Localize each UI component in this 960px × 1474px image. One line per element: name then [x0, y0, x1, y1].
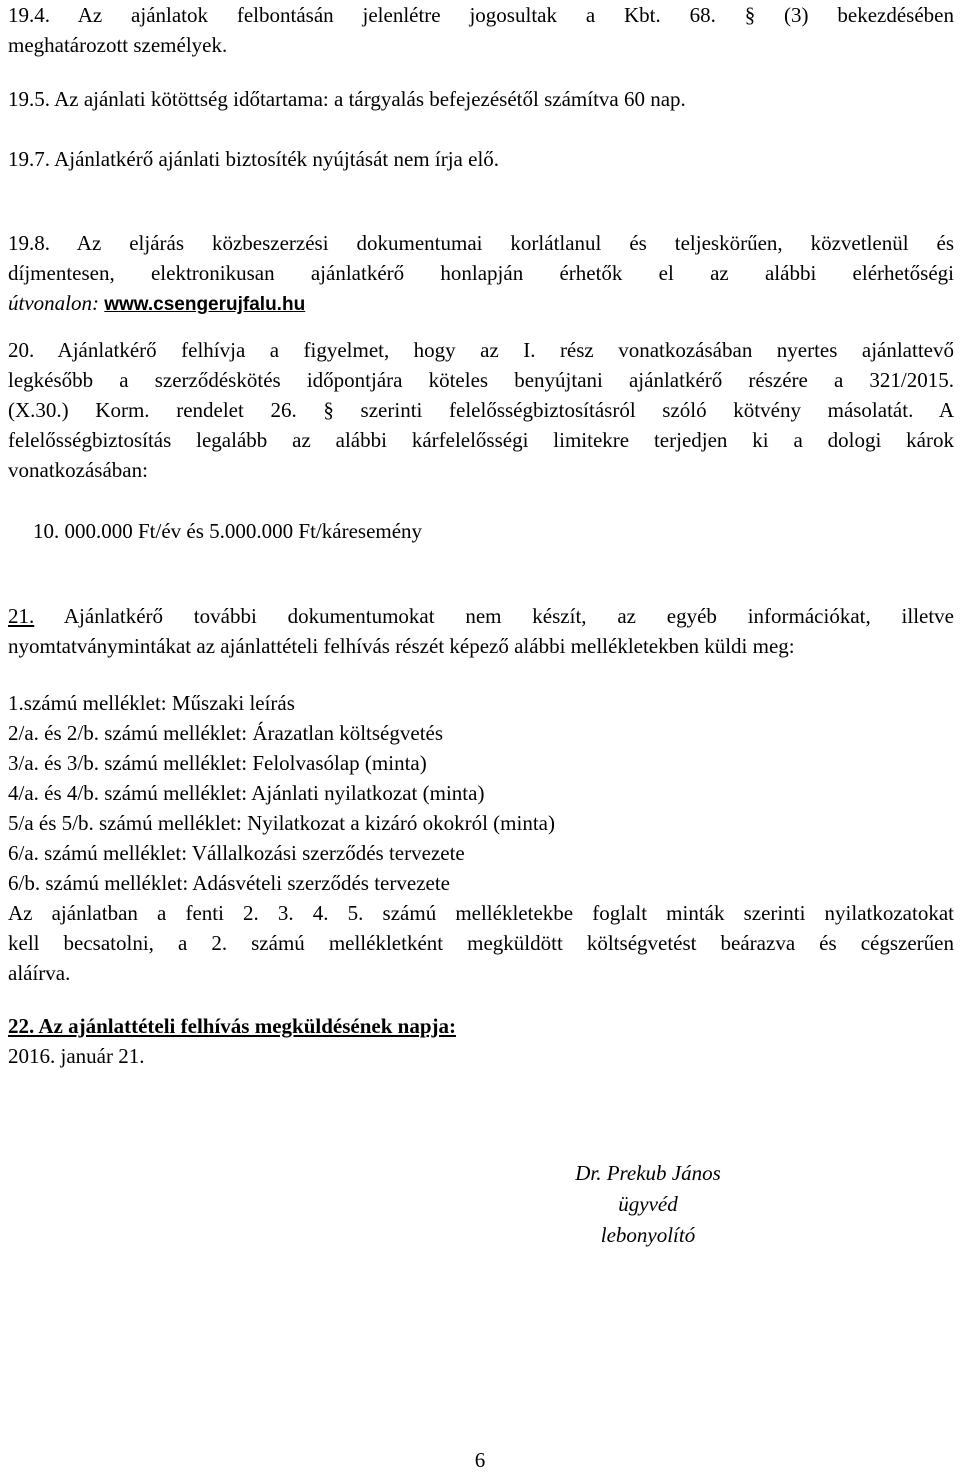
section-20	[8, 335, 954, 485]
closing-line-2: kell becsatolni, a 2. számú mellékletként megküldött költségvetést beárazva és cégszerűen	[8, 931, 954, 955]
section-20-line-3: (X.30.) Korm. rendelet 26. § szerinti felelősségbiztosításról szóló kötvény másolatát. A	[8, 398, 954, 422]
section-22-heading: 22. Az ajánlattételi felhívás megküldésének napja:	[8, 1014, 456, 1038]
section-21-closing	[8, 898, 954, 988]
signature-block	[498, 1158, 798, 1251]
section-19-7: 19.7. Ajánlatkérő ajánlati biztosíték nyújtását nem írja elő.	[8, 147, 500, 171]
annex-item: 6/b. számú melléklet: Adásvételi szerződés tervezete	[8, 871, 450, 895]
signatory-name: Dr. Prekub János	[575, 1161, 721, 1185]
annex-item: 6/a. számú melléklet: Vállalkozási szerződés tervezete	[8, 841, 465, 865]
signatory-function: lebonyolító	[600, 1223, 696, 1247]
signatory-role: ügyvéd	[618, 1192, 678, 1216]
section-22	[8, 1011, 954, 1071]
annex-item: 4/a. és 4/b. számú melléklet: Ajánlati nyilatkozat (minta)	[8, 781, 485, 805]
section-21	[8, 601, 954, 661]
closing-line-1: Az ajánlatban a fenti 2. 3. 4. 5. számú mellékletekbe foglalt minták szerinti nyilatkozatokat	[8, 901, 954, 925]
section-19-8-line-3	[8, 288, 954, 320]
section-19-4-line-1: 19.4. Az ajánlatok felbontásán jelenlétre jogosultak a Kbt. 68. § (3) bekezdésében	[8, 3, 954, 27]
section-19-4	[8, 0, 954, 60]
annex-item: 3/a. és 3/b. számú melléklet: Felolvasólap (minta)	[8, 751, 427, 775]
section-20-line-2: legkésőbb a szerződéskötés időpontjára köteles benyújtani ajánlatkérő részére a 321/2015.	[8, 368, 954, 392]
section-19-8-line-2: díjmentesen, elektronikusan ajánlatkérő honlapján érhetők el az alábbi elérhetőségi	[8, 261, 954, 285]
liability-limits: 10. 000.000 Ft/év és 5.000.000 Ft/káresemény	[33, 519, 423, 543]
section-19-8-line-1: 19.8. Az eljárás közbeszerzési dokumentumai korlátlanul és teljeskörűen, közvetlenül és	[8, 231, 954, 255]
section-20-line-1: 20. Ajánlatkérő felhívja a figyelmet, hogy az I. rész vonatkozásában nyertes ajánlattevő	[8, 338, 954, 362]
annex-item: 1.számú melléklet: Műszaki leírás	[8, 691, 295, 715]
section-19-4-line-2: meghatározott személyek.	[8, 33, 228, 57]
annex-item: 2/a. és 2/b. számú melléklet: Árazatlan költségvetés	[8, 721, 444, 745]
section-21-line-1	[8, 601, 954, 631]
page-number: 6	[474, 1448, 486, 1472]
section-20-line-4: felelősségbiztosítás legalább az alábbi kárfelelősségi limitekre terjedjen ki a dologi károk	[8, 428, 954, 452]
section-19-5: 19.5. Az ajánlati kötöttség időtartama: a tárgyalás befejezésétől számítva 60 nap.	[8, 87, 686, 111]
section-20-line-5: vonatkozásában:	[8, 458, 148, 482]
section-19-8	[8, 228, 954, 320]
annex-item: 5/a és 5/b. számú melléklet: Nyilatkozat a kizáró okokról (minta)	[8, 811, 555, 835]
annex-list	[8, 688, 954, 898]
route-label: útvonalon:	[8, 291, 99, 315]
section-21-number: 21.	[8, 604, 35, 628]
section-21-line-2: nyomtatványmintákat az ajánlattételi felhívás részét képező alábbi mellékletekben küldi meg:	[8, 634, 795, 658]
closing-line-3: aláírva.	[8, 961, 71, 985]
section-21-line-1-text: Ajánlatkérő további dokumentumokat nem készít, az egyéb információkat, illetve	[63, 604, 955, 628]
website-link[interactable]: www.csengerujfalu.hu	[104, 294, 306, 315]
section-22-date: 2016. január 21.	[8, 1044, 145, 1068]
